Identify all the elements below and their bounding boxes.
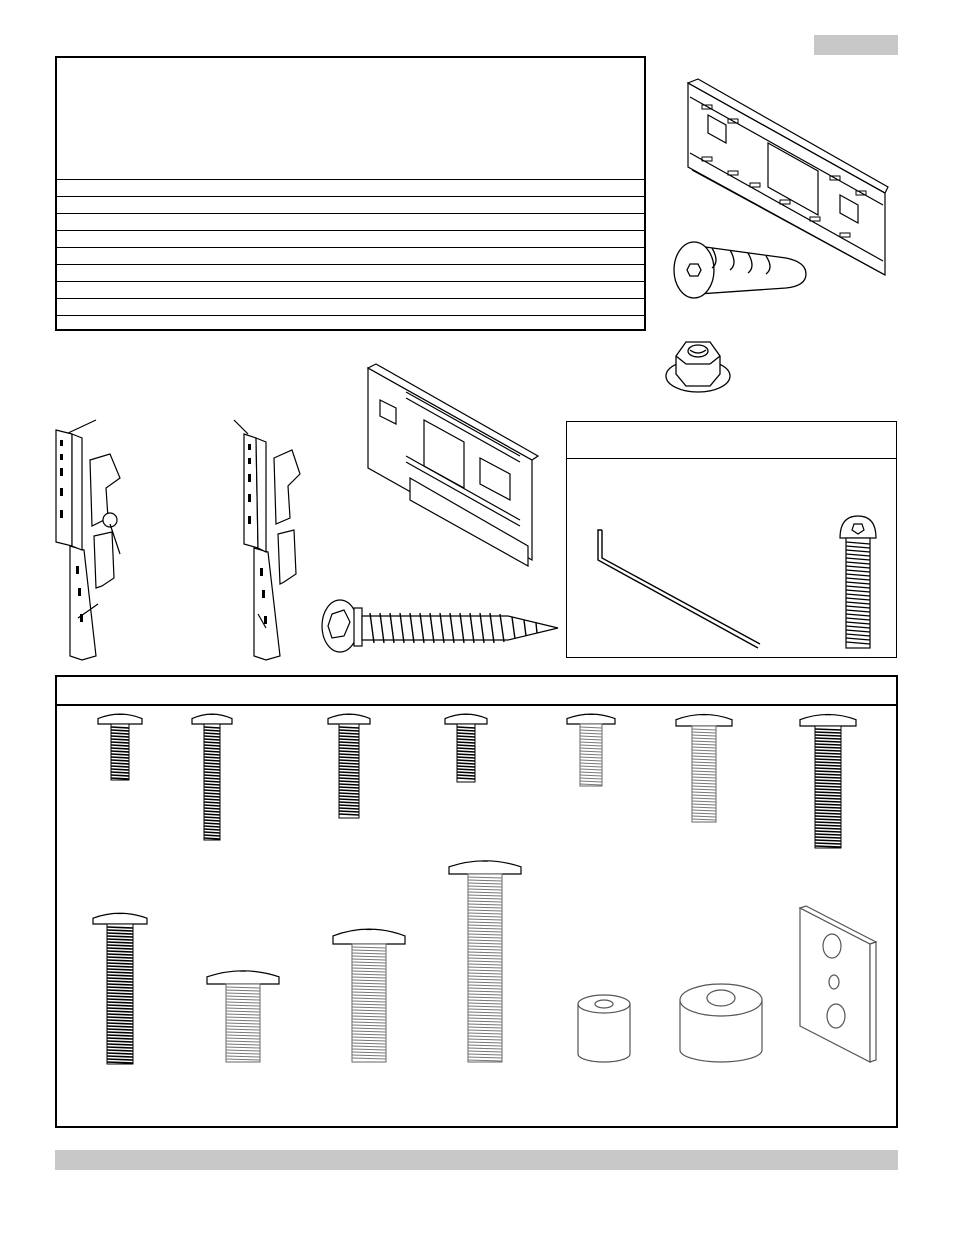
machine-screw-icon bbox=[94, 708, 146, 784]
table-row bbox=[57, 264, 644, 265]
machine-screw-icon bbox=[188, 708, 236, 844]
machine-screw-icon bbox=[203, 964, 283, 1066]
anchor-icon bbox=[668, 238, 810, 300]
machine-screw-icon bbox=[441, 708, 491, 786]
machine-screw-icon bbox=[796, 708, 860, 852]
vertical-bracket-icon bbox=[232, 418, 327, 668]
footer-bar bbox=[55, 1150, 898, 1170]
machine-screw-icon bbox=[563, 708, 619, 790]
vertical-bracket-icon bbox=[50, 418, 145, 668]
spacer-icon bbox=[678, 980, 764, 1064]
table-row bbox=[57, 230, 644, 231]
security-screw-icon bbox=[836, 514, 882, 652]
parts-list-table bbox=[55, 56, 646, 331]
machine-screw-icon bbox=[329, 922, 409, 1066]
table-row bbox=[57, 315, 644, 316]
hardware-header bbox=[57, 677, 896, 706]
table-row bbox=[57, 247, 644, 248]
machine-screw-icon bbox=[672, 708, 736, 826]
table-row bbox=[57, 213, 644, 214]
machine-screw-icon bbox=[324, 708, 374, 822]
lag-screw-icon bbox=[318, 596, 562, 660]
spacer-icon bbox=[576, 992, 632, 1064]
machine-screw-icon bbox=[89, 907, 151, 1068]
machine-screw-icon bbox=[445, 854, 525, 1066]
hex-key-icon bbox=[594, 528, 766, 652]
table-row bbox=[57, 179, 644, 180]
table-row bbox=[57, 196, 644, 197]
table-row bbox=[57, 281, 644, 282]
security-kit-header bbox=[567, 422, 896, 459]
page-tab bbox=[814, 35, 898, 55]
adapter-plate-icon bbox=[360, 360, 540, 570]
flange-nut-icon bbox=[664, 334, 732, 396]
table-row bbox=[57, 298, 644, 299]
washer-plate-icon bbox=[798, 904, 880, 1064]
